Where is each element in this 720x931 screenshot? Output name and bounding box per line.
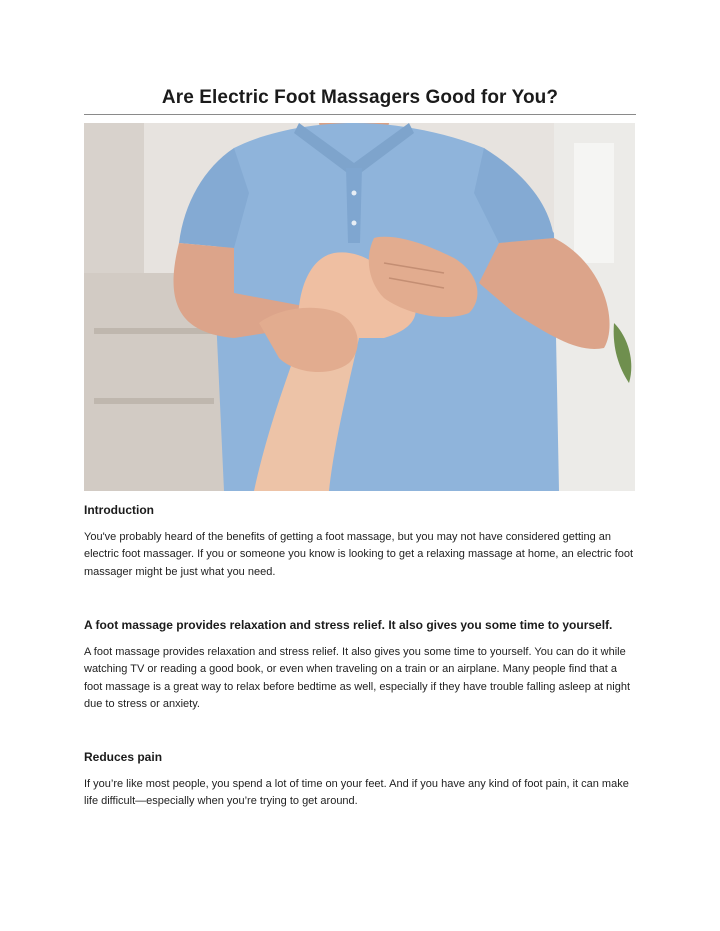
section-body-introduction: You've probably heard of the benefits of getting a foot massage, but you may not have considered getting an electric foot massager. If you or someone you know is looking to get a relaxing massage at home, an electric foot massager might be just what you need. (84, 531, 634, 578)
photo-illustration (84, 123, 635, 491)
section-heading-introduction: Introduction (84, 503, 154, 517)
foot-massage-photo (84, 123, 635, 491)
section-body-relaxation: A foot massage provides relaxation and stress relief. It also gives you some time to yourself. You can do it while watching TV or reading a good book, or even when traveling on a train or an airplane. Many people find that a foot massage is a great way to relax before bedtime as well, especially if they have trouble falling asleep at night due to stress or anxiety. (84, 646, 631, 710)
page-title: Are Electric Foot Massagers Good for You? (161, 87, 559, 108)
title-divider (84, 114, 636, 115)
section-heading-relaxation: A foot massage provides relaxation and stress relief. It also gives you some time to yourself. (84, 618, 613, 632)
section-body-reduces-pain: If you’re like most people, you spend a lot of time on your feet. And if you have any kind of foot pain, it can make life difficult—especially when you’re trying to get around. (84, 778, 629, 808)
section-heading-reduces-pain: Reduces pain (84, 750, 163, 764)
